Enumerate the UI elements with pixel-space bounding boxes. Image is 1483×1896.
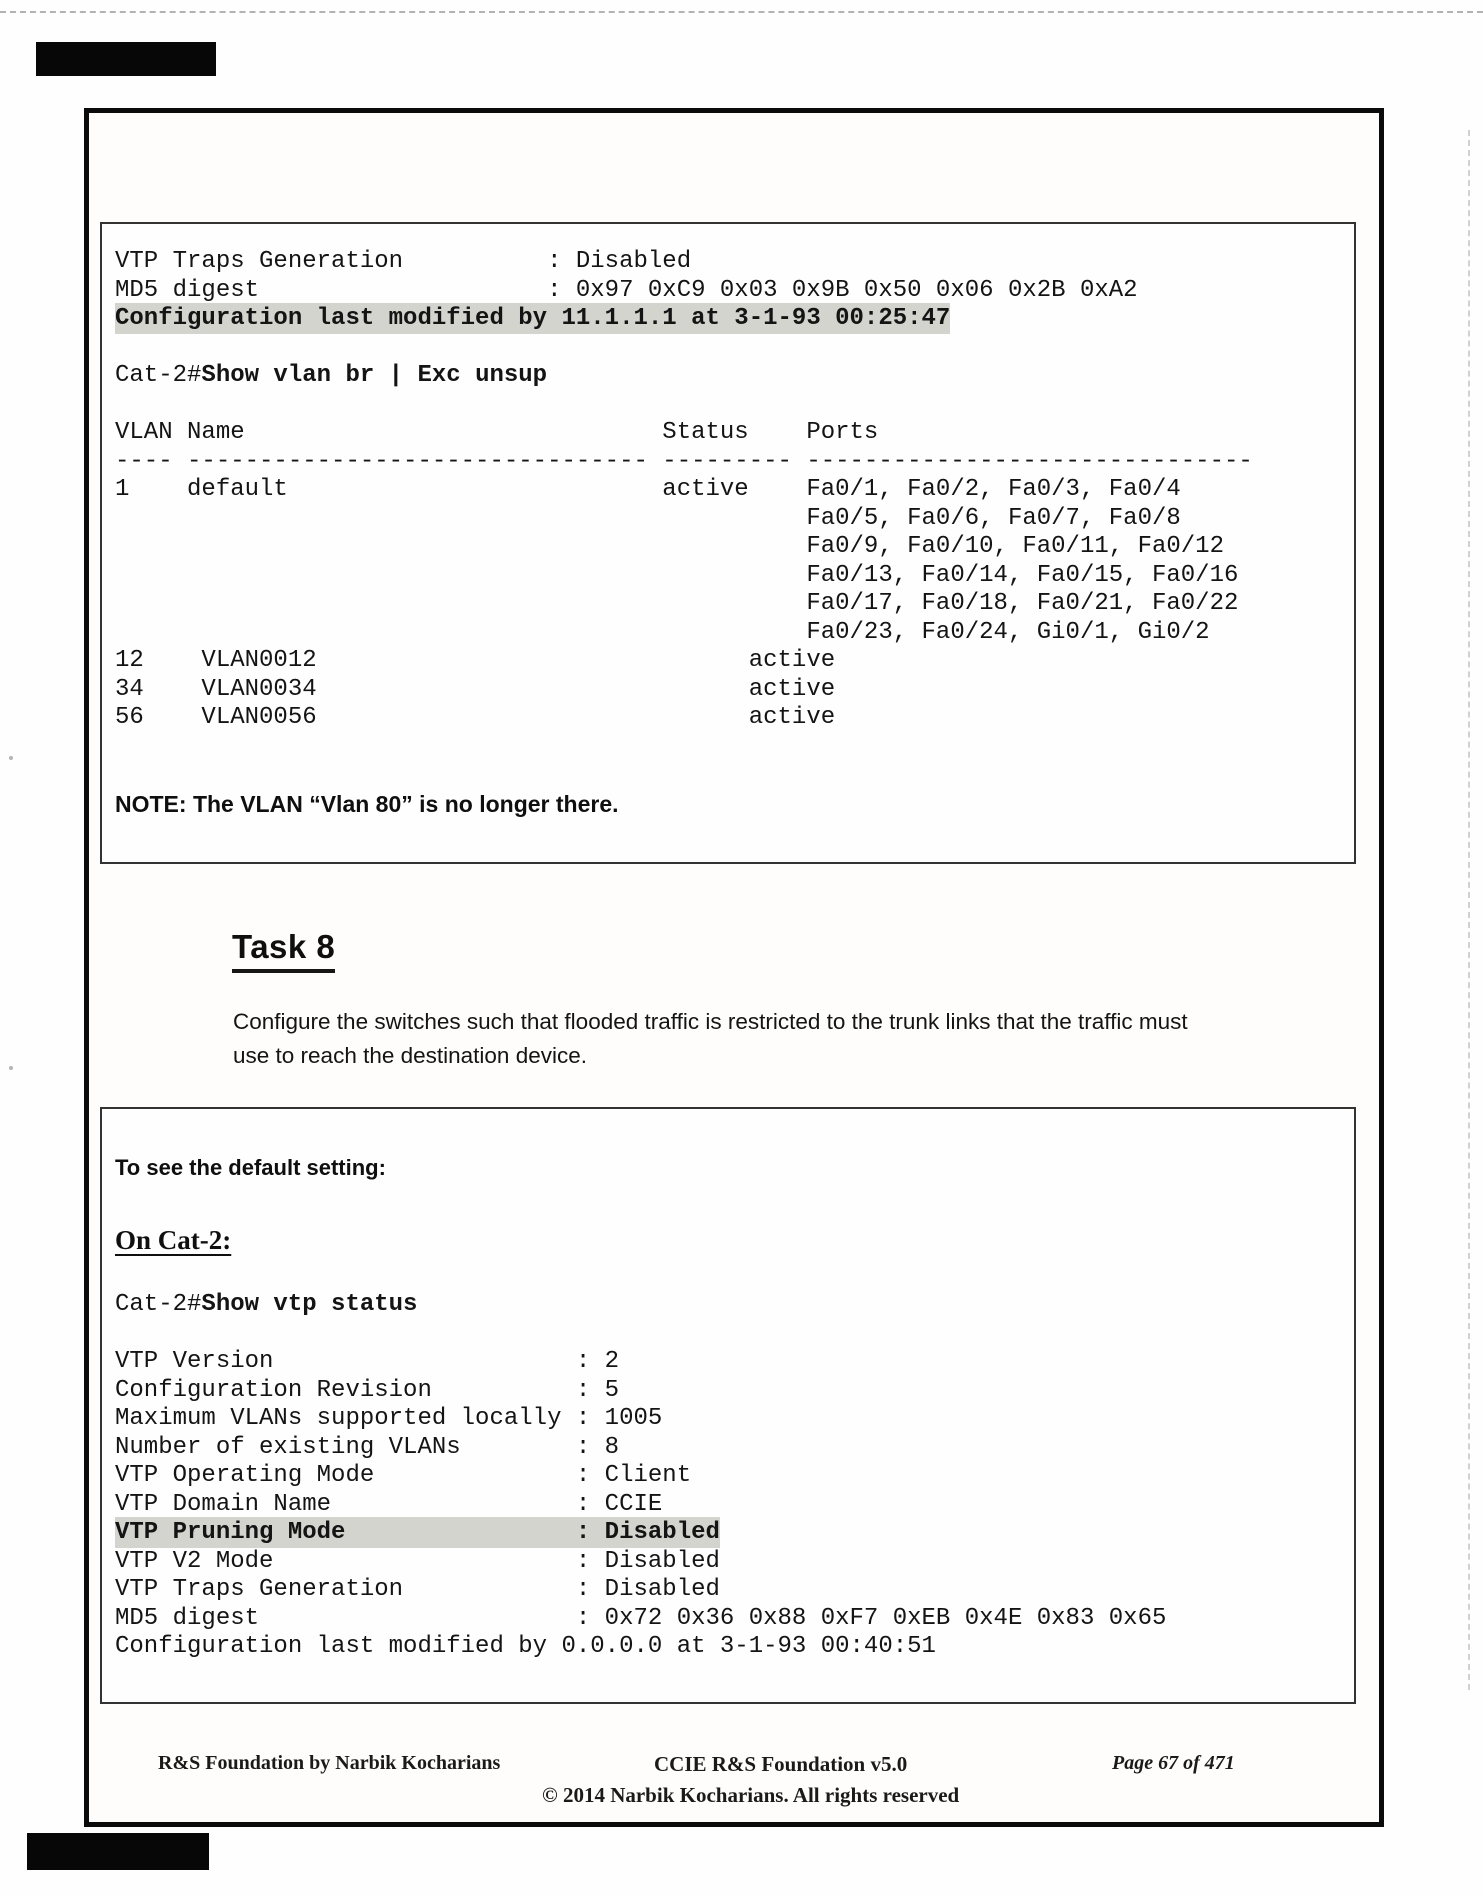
terminal-line: Fa0/9, Fa0/10, Fa0/11, Fa0/12 [115,533,1224,560]
terminal-line: MD5 digest : 0x72 0x36 0x88 0xF7 0xEB 0x4E 0x83 0x65 [115,1604,1167,1632]
scan-speck [9,756,13,760]
terminal-line: 12 VLAN0012 active [115,647,836,674]
terminal-line: Configuration Revision : 5 [115,1376,620,1404]
redaction-bar-bottom [27,1833,209,1870]
footer-title: CCIE R&S Foundation v5.0 [654,1752,908,1776]
terminal-line: VTP Pruning Mode : Disabled [115,1519,720,1546]
terminal-line: 1 default active Fa0/1, Fa0/2, Fa0/3, Fa0/4 [115,476,1181,503]
footer-page-number: Page 67 of 471 [1112,1752,1235,1774]
terminal-line: VTP Operating Mode : Client [115,1462,692,1489]
terminal-line: VTP Domain Name : CCIE [115,1490,663,1518]
terminal-line [115,391,1354,420]
page-footer [84,1750,1384,1810]
terminal-line: VTP Traps Generation : Disabled [115,248,692,275]
scan-artifact-top-dashed-line [0,11,1483,13]
terminal-line: Configuration last modified by 0.0.0.0 at 3-1-93 00:40:51 [115,1633,936,1660]
footer-author: R&S Foundation by Narbik Kocharians [158,1752,501,1774]
task-description: Configure the switches such that flooded traffic is restricted to the trunk links that the traffic must use to reach the destination device. [233,1009,1188,1068]
footer-copyright: © 2014 Narbik Kocharians. All rights reserved [542,1783,960,1807]
terminal-line: Maximum VLANs supported locally : 1005 [115,1405,663,1432]
scan-speck [9,1066,13,1070]
terminal-line [115,334,1354,363]
terminal-line: VTP Traps Generation : Disabled [115,1576,720,1603]
terminal-line: 56 VLAN0056 active [115,704,836,731]
console-box-vtp-status [100,1107,1356,1704]
terminal-line: MD5 digest : 0x97 0xC9 0x03 0x9B 0x50 0x06 0x2B 0xA2 [115,276,1138,304]
default-setting-intro: To see the default setting: [115,1155,386,1180]
terminal-line: Cat-2#Show vlan br | Exc unsup [115,362,548,389]
terminal-line: Configuration last modified by 11.1.1.1 at 3-1-93 00:25:47 [115,305,951,332]
terminal-output-vtp [102,1291,1354,1662]
console-box-vlan-output [100,222,1356,864]
terminal-line: Fa0/17, Fa0/18, Fa0/21, Fa0/22 [115,590,1239,617]
task-heading: Task 8 [232,928,335,973]
terminal-line: ---- -------------------------------- --------- ------------------------------- [115,447,1253,475]
terminal-line: VTP V2 Mode : Disabled [115,1547,720,1575]
terminal-line: Fa0/13, Fa0/14, Fa0/15, Fa0/16 [115,561,1239,589]
terminal-line: Fa0/23, Fa0/24, Gi0/1, Gi0/2 [115,618,1210,646]
terminal-line [115,1320,1354,1349]
terminal-line: VLAN Name Status Ports [115,419,879,446]
terminal-output-vlan [102,224,1354,733]
terminal-line: Fa0/5, Fa0/6, Fa0/7, Fa0/8 [115,504,1181,532]
redaction-bar-top [36,42,216,76]
scan-artifact-right-dashed-line [1468,130,1470,1690]
vlan-note: NOTE: The VLAN “Vlan 80” is no longer there. [115,790,619,817]
device-heading: On Cat-2: [115,1225,232,1255]
terminal-line: Number of existing VLANs : 8 [115,1433,620,1461]
terminal-line: VTP Version : 2 [115,1348,620,1375]
terminal-line: Cat-2#Show vtp status [115,1291,418,1318]
terminal-line: 34 VLAN0034 active [115,675,836,703]
